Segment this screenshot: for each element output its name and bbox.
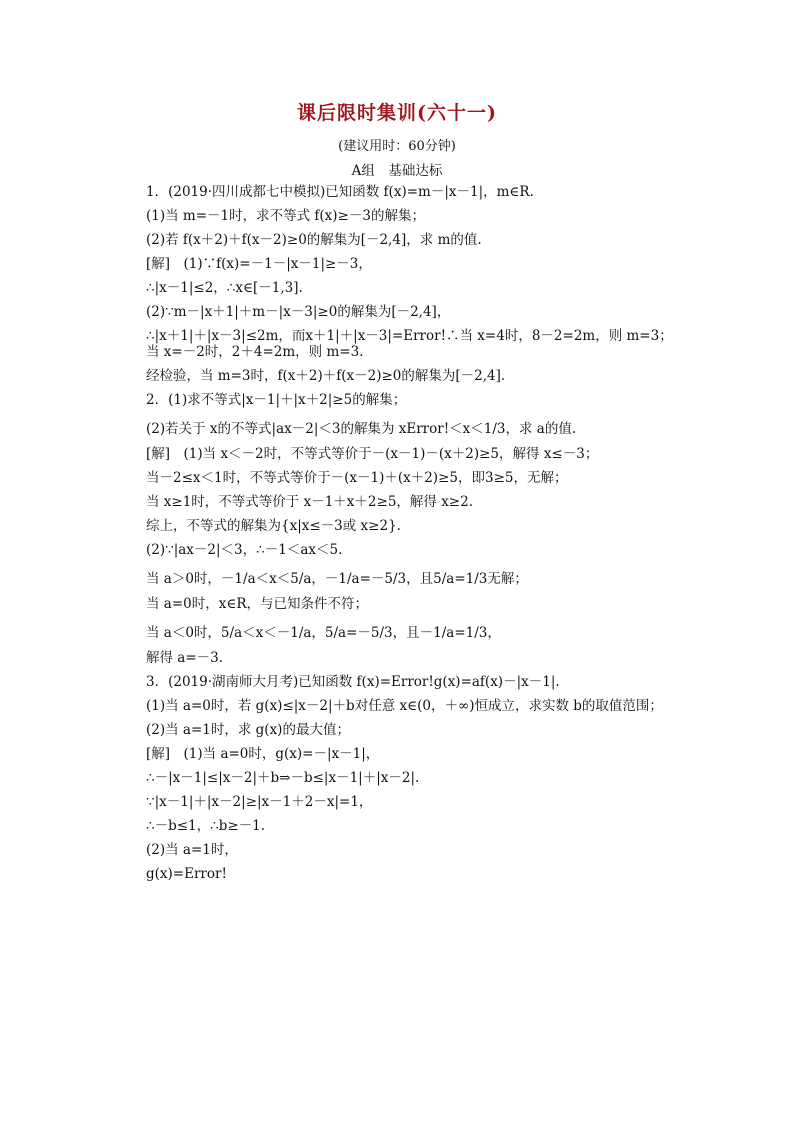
- text-line: 当－2≤x＜1时，不等式等价于－(x－1)＋(x＋2)≥5，即3≥5，无解；: [146, 470, 568, 486]
- text-line: (2)若 f(x＋2)＋f(x－2)≥0的解集为[－2,4]，求 m的值.: [146, 232, 482, 248]
- text-line: 当 x≥1时，不等式等价于 x－1＋x＋2≥5，解得 x≥2.: [146, 494, 473, 510]
- text-line: 当 a＞0时，－1/a＜x＜5/a，－1/a=－5/3，且5/a=1/3无解；: [146, 571, 528, 587]
- text-line: (2)∵|ax－2|＜3，∴－1＜ax＜5.: [146, 542, 343, 558]
- text-line: ∵|x－1|＋|x－2|≥|x－1＋2－x|=1，: [146, 794, 373, 810]
- text-line: ∴－|x－1|≤|x－2|＋b⇒－b≤|x－1|＋|x－2|.: [146, 770, 420, 786]
- text-line: (2)若关于 x的不等式|ax－2|＜3的解集为 xError!＜x＜1/3，求 a的值.: [146, 421, 577, 437]
- text-line: ∴－b≤1，∴b≥－1.: [146, 818, 266, 834]
- text-line: 综上，不等式的解集为{x|x≤－3或 x≥2}.: [146, 518, 401, 534]
- text-line: (1)当 m=－1时，求不等式 f(x)≥－3的解集；: [146, 208, 425, 224]
- text-line: [解] (1)当 x＜－2时，不等式等价于－(x－1)－(x＋2)≥5，解得 x≤－3；: [146, 446, 599, 462]
- text-line: 3．(2019·湖南师大月考)已知函数 f(x)=Error!g(x)=af(x)－|x－1|.: [146, 674, 560, 690]
- text-line: ∴|x－1|≤2，∴x∈[－1,3].: [146, 280, 303, 296]
- text-line: [解] (1)∵f(x)=－1－|x－1|≥－3，: [146, 256, 372, 272]
- text-line: [解] (1)当 a=0时，g(x)=－|x－1|，: [146, 746, 380, 762]
- text-line: (2)当 a=1时，: [146, 842, 238, 858]
- text-line: 当 a＜0时，5/a＜x＜－1/a，5/a=－5/3，且－1/a=1/3，: [146, 625, 501, 641]
- text-line: (2)∵m－|x＋1|＋m－|x－3|≥0的解集为[－2,4]，: [146, 304, 451, 320]
- text-line: 2．(1)求不等式|x－1|＋|x＋2|≥5的解集；: [146, 392, 407, 408]
- text-line: 经检验，当 m=3时，f(x＋2)＋f(x－2)≥0的解集为[－2,4].: [146, 368, 506, 384]
- text-line: g(x)=Error!: [146, 866, 227, 882]
- group-heading: A组 基础达标: [351, 163, 443, 179]
- text-line: (1)当 a=0时，若 g(x)≤|x－2|＋b对任意 x∈(0，＋∞)恒成立，求实数 b的取值范围；: [146, 698, 663, 714]
- problem-content: [146, 184, 686, 890]
- page-title: 课后限时集训(六十一): [297, 102, 497, 124]
- text-line: 1．(2019·四川成都七中模拟)已知函数 f(x)=m－|x－1|，m∈R.: [146, 184, 534, 200]
- text-line: (2)当 a=1时，求 g(x)的最大值；: [146, 722, 350, 738]
- suggested-time: (建议用时：60分钟): [338, 139, 456, 154]
- text-line: 解得 a=－3.: [146, 650, 224, 666]
- text-line: 当 a=0时，x∈R，与已知条件不符；: [146, 596, 369, 612]
- text-line: ∴|x＋1|＋|x－3|≤2m，而x＋1|＋|x－3|=Error!∴当 x=4时，8－2=2m，则 m=3；当 x=－2时，2＋4=2m，则 m=3.: [146, 328, 673, 360]
